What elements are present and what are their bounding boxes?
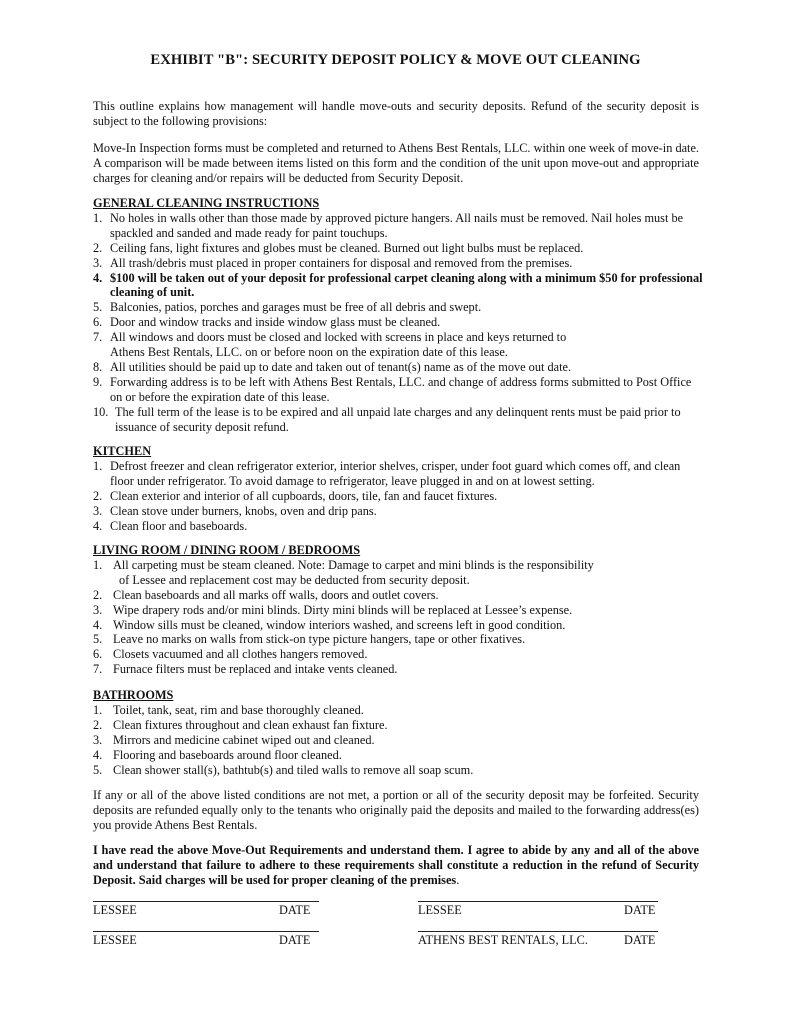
list-item [93, 315, 703, 330]
signature-line-company[interactable] [418, 931, 658, 932]
list-item [93, 588, 703, 603]
item-text: Forwarding address is to be left with Athens Best Rentals, LLC. and change of address forms submitted to Post Office on or before the expiration date of this lease. [110, 374, 692, 404]
general-cleaning-section [93, 196, 703, 435]
signature-line-lessee-1[interactable] [93, 901, 319, 902]
item-text: Defrost freezer and clean refrigerator exterior, interior shelves, crisper, under foot guard which comes off, and clean floor under refrigerator. To avoid damage to refrigerator, leave plugged in and on at lowest setting. [110, 458, 681, 488]
kitchen-section [93, 444, 703, 533]
living-list [93, 558, 703, 677]
intro-paragraph: This outline explains how management will handle move-outs and security deposits. Refund of the security deposit is subject to the following provisions: [93, 99, 699, 128]
list-item [93, 211, 703, 241]
item-number: 6. [93, 647, 103, 662]
item-number: 2. [93, 240, 103, 255]
item-number: 1. [93, 458, 103, 473]
item-text: Clean baseboards and all marks off walls, doors and outlet covers. [113, 587, 439, 602]
list-item [93, 375, 703, 405]
item-number: 6. [93, 315, 103, 330]
kitchen-heading: KITCHEN [93, 444, 152, 458]
list-item [93, 360, 703, 375]
list-item [93, 662, 703, 677]
item-text: Door and window tracks and inside window glass must be cleaned. [110, 315, 441, 330]
item-text: Clean exterior and interior of all cupboards, doors, tile, fan and faucet fixtures. [110, 488, 498, 503]
item-number: 1. [93, 702, 103, 717]
item-number: 3. [93, 732, 103, 747]
lessee-label-3: LESSEE [93, 933, 137, 947]
item-number: 2. [93, 717, 103, 732]
item-text: All trash/debris must placed in proper containers for disposal and removed from the premises. [110, 255, 573, 270]
bathrooms-section [93, 688, 703, 777]
item-text: Leave no marks on walls from stick-on type picture hangers, tape or other fixatives. [113, 632, 526, 647]
item-number: 3. [93, 255, 103, 270]
item-text: All windows and doors must be closed and locked with screens in place and keys returned to Athens Best Rentals, LLC. on or before noon on the expiration date of this lease. [110, 330, 567, 360]
list-item [93, 603, 703, 618]
item-number: 5. [93, 762, 103, 777]
item-text: Balconies, patios, porches and garages must be free of all debris and swept. [110, 300, 482, 315]
signature-line-lessee-3[interactable] [93, 931, 319, 932]
agreement-paragraph [93, 843, 699, 888]
item-number: 9. [93, 374, 103, 389]
list-item [93, 241, 703, 256]
item-text: Ceiling fans, light fixtures and globes must be cleaned. Burned out light bulbs must be replaced. [110, 240, 584, 255]
list-item [93, 748, 703, 763]
list-item [93, 733, 703, 748]
list-item [93, 256, 703, 271]
list-item [93, 459, 703, 489]
list-item [93, 271, 703, 301]
item-number: 3. [93, 602, 103, 617]
item-text: Mirrors and medicine cabinet wiped out and cleaned. [113, 732, 375, 747]
list-item [93, 647, 703, 662]
list-item [93, 632, 703, 647]
date-label-2: DATE [624, 903, 656, 917]
item-text: Clean floor and baseboards. [110, 518, 248, 533]
item-number: 7. [93, 330, 103, 345]
item-number: 4. [93, 747, 103, 762]
item-text: Flooring and baseboards around floor cleaned. [113, 747, 342, 762]
inspection-paragraph: Move-In Inspection forms must be completed and returned to Athens Best Rentals, LLC. within one week of move-in date. A comparison will be made between items listed on this form and the condition of the unit upon move-out and appropriate charges for cleaning and/or repairs will be deducted from Security Deposit. [93, 141, 699, 185]
company-label: ATHENS BEST RENTALS, LLC. [418, 933, 588, 947]
list-item [93, 405, 703, 435]
item-number: 1. [93, 210, 103, 225]
item-number: 4. [93, 270, 103, 285]
document-title: EXHIBIT "B": SECURITY DEPOSIT POLICY & MOVE OUT CLEANING [150, 52, 641, 68]
living-heading: LIVING ROOM / DINING ROOM / BEDROOMS [93, 543, 361, 557]
bathrooms-list [93, 703, 703, 778]
item-text: Clean shower stall(s), bathtub(s) and tiled walls to remove all soap scum. [113, 762, 474, 777]
item-text: All utilities should be paid up to date and taken out of tenant(s) name as of the move out date. [110, 359, 572, 374]
kitchen-list [93, 459, 703, 534]
item-text: Closets vacuumed and all clothes hangers removed. [113, 647, 368, 662]
item-number: 5. [93, 300, 103, 315]
item-text-line: All carpeting must be steam cleaned. Note: Damage to carpet and mini blinds is the responsibility [113, 557, 594, 572]
signature-line-lessee-2[interactable] [418, 901, 658, 902]
list-item [93, 519, 703, 534]
list-item [93, 703, 703, 718]
list-item [93, 330, 703, 360]
item-text: Clean stove under burners, knobs, oven and drip pans. [110, 503, 377, 518]
general-heading: GENERAL CLEANING INSTRUCTIONS [93, 196, 320, 210]
list-item [93, 718, 703, 733]
item-number: 3. [93, 503, 103, 518]
lessee-label-1: LESSEE [93, 903, 137, 917]
item-number: 10. [93, 404, 109, 419]
item-text: No holes in walls other than those made by approved picture hangers. All nails must be removed. Nail holes must be spackled and sanded and made ready for paint touchups. [110, 210, 684, 240]
item-text [110, 558, 703, 588]
item-number: 2. [93, 488, 103, 503]
item-number: 5. [93, 632, 103, 647]
item-text: Furnace filters must be replaced and intake vents cleaned. [113, 662, 398, 677]
date-label-3: DATE [279, 933, 311, 947]
list-item [93, 618, 703, 633]
forfeit-paragraph: If any or all of the above listed conditions are not met, a portion or all of the security deposit may be forfeited. Security deposits are refunded equally only to the tenants who originally paid the deposits and mailed to the forwarding address(es) you provide Athens Best Rentals. [93, 788, 699, 832]
item-number: 4. [93, 518, 103, 533]
list-item [93, 504, 703, 519]
lessee-label-2: LESSEE [418, 903, 462, 917]
item-number: 4. [93, 617, 103, 632]
date-label-1: DATE [279, 903, 311, 917]
general-list [93, 211, 703, 435]
agreement-period: . [456, 872, 460, 887]
date-label-4: DATE [624, 933, 656, 947]
item-text: Wipe drapery rods and/or mini blinds. Dirty mini blinds will be replaced at Lessee’s expense. [113, 602, 573, 617]
living-room-section [93, 543, 703, 677]
item-text: Toilet, tank, seat, rim and base thoroughly cleaned. [113, 702, 364, 717]
item-text: Clean fixtures throughout and clean exhaust fan fixture. [113, 717, 388, 732]
item-number: 8. [93, 359, 103, 374]
bathrooms-heading: BATHROOMS [93, 688, 174, 702]
agreement-text: I have read the above Move-Out Requirements and understand them. I agree to abide by any and all of the above and understand that failure to adhere to these requirements shall constitute a reduction in the refund of Security Deposit. Said charges will be used for proper cleaning of the premises [93, 843, 699, 887]
item-text: Window sills must be cleaned, window interiors washed, and screens left in good condition. [113, 617, 566, 632]
list-item [93, 300, 703, 315]
item-number: 7. [93, 662, 103, 677]
item-text-continuation: of Lessee and replacement cost may be deducted from security deposit. [119, 572, 470, 587]
item-text: The full term of the lease is to be expired and all unpaid late charges and any delinquent rents must be paid prior to issuance of security deposit refund. [115, 404, 681, 434]
list-item [93, 763, 703, 778]
item-number: 2. [93, 587, 103, 602]
list-item [93, 489, 703, 504]
item-number: 1. [93, 557, 103, 572]
item-text: $100 will be taken out of your deposit for professional carpet cleaning along with a minimum $50 for professional cleaning of unit. [110, 270, 703, 300]
list-item [93, 558, 703, 588]
